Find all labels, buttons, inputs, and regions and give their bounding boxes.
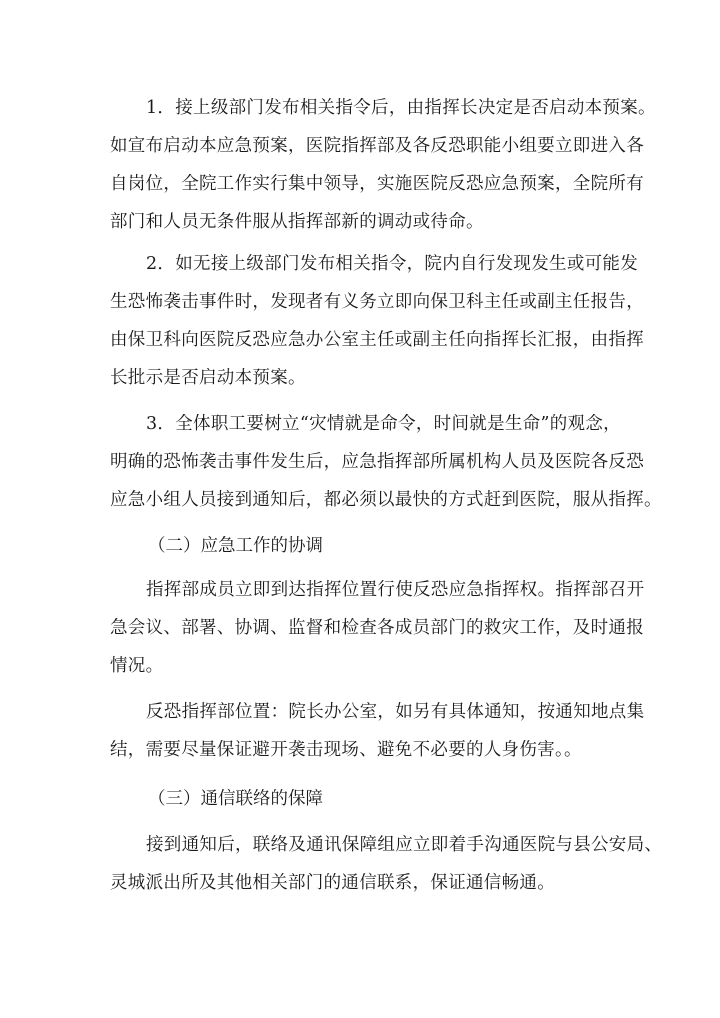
text-line: 由保卫科向医院反恐应急办公室主任或副主任向指挥长汇报，由指挥	[110, 330, 644, 350]
text-line: 自岗位，全院工作实行集中领导，实施医院反恐应急预案，全院所有	[110, 174, 644, 194]
text-line: 明确的恐怖袭击事件发生后，应急指挥部所属机构人员及医院各反恐	[110, 452, 644, 472]
text-line: 生恐怖袭击事件时，发现者有义务立即向保卫科主任或副主任报告，	[110, 292, 644, 312]
text-line: 接到通知后，联络及通讯保障组应立即着手沟通医院与县公安局、	[146, 835, 663, 855]
section-heading-communication: （三）通信联络的保障	[148, 789, 323, 809]
text-line: 部门和人员无条件服从指挥部新的调动或待命。	[110, 212, 484, 232]
text-line: 急会议、部署、协调、监督和检查各成员部门的救灾工作，及时通报	[110, 618, 644, 638]
paragraph-5	[110, 693, 645, 769]
text-line: 长批示是否启动本预案。	[110, 368, 306, 388]
text-line: 如宣布启动本应急预案，医院指挥部及各反恐职能小组要立即进入各	[110, 136, 644, 156]
paragraph-4	[110, 571, 645, 685]
paragraph-2	[110, 245, 644, 397]
text-line: 灵城派出所及其他相关部门的通信联系，保证通信畅通。	[110, 873, 555, 893]
paragraph-6	[110, 826, 663, 902]
text-line: 结，需要尽量保证避开袭击现场、避免不必要的人身伤害。。	[110, 740, 582, 760]
text-line: 3．全体职工要树立“灾情就是命令，时间就是生命”的观念，	[146, 414, 621, 434]
text-line: 反恐指挥部位置：院长办公室，如另有具体通知，按通知地点集	[146, 702, 645, 722]
paragraph-1	[110, 89, 656, 241]
text-line: 指挥部成员立即到达指挥位置行使反恐应急指挥权。指挥部召开	[146, 580, 645, 600]
text-line: 情况。	[110, 656, 164, 676]
section-heading-coordination: （二）应急工作的协调	[148, 536, 323, 556]
text-line: 2．如无接上级部门发布相关指令，院内自行发现发生或可能发	[146, 254, 639, 274]
text-line: 应急小组人员接到通知后，都必须以最快的方式赶到医院，服从指挥。	[110, 490, 662, 510]
text-line: 1．接上级部门发布相关指令后，由指挥长决定是否启动本预案。	[146, 98, 656, 118]
paragraph-3	[110, 405, 662, 519]
